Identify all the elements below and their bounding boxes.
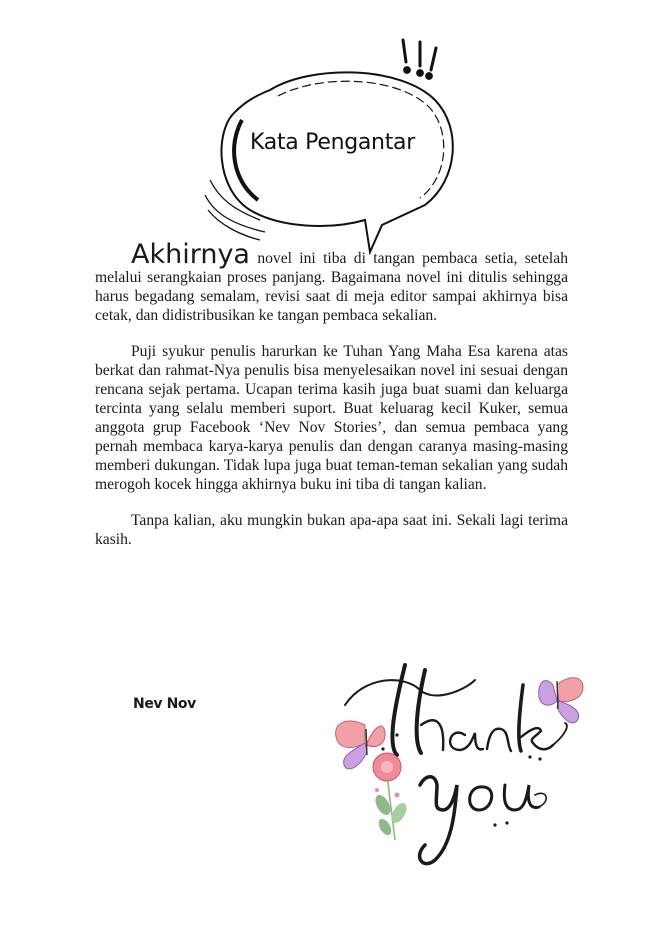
flower-icon — [372, 753, 409, 840]
exclamation-marks-icon — [403, 40, 436, 78]
paragraph-1-text: novel ini tiba di tangan pembaca setia, setelah melalui serangkaian proses panjang. Bagaimana novel ini ditulis sehingga harus begadang semalam, revisi saat di meja editor sampai akhirnya bisa cetak, dan didistribusikan ke tangan pembaca sekalian. — [95, 250, 568, 324]
body-text — [95, 239, 568, 566]
butterfly-icon — [539, 678, 583, 723]
paragraph-2: Puji syukur penulis harurkan ke Tuhan Yang Maha Esa karena atas berkat dan rahmat-Nya penulis bisa menyelesaikan novel ini sesuai dengan rencana sejak pertama. Ucapan terima kasih juga buat suami dan keluarga tercinta yang selalu memberi suport. Buat keluarag kecil Kuker, semua anggota grup Facebook ‘Nev Nov Stories’, dan semua pembaca yang pernah membaca karya-karya penulis dan dengan caranya masing-masing memberi dukungan. Tidak lupa juga buat teman-teman sekalian yang sudah merogoh kocek hingga akhirnya buku ini tiba di tangan kalian. — [95, 343, 568, 493]
paragraph-1 — [95, 239, 568, 325]
author-signature: Nev Nov — [133, 696, 196, 712]
lead-word: Akhirnya — [131, 239, 250, 270]
page-title: Kata Pengantar — [250, 130, 415, 155]
paragraph-3: Tanpa kalian, aku mungkin bukan apa-apa saat ini. Sekali lagi terima kasih. — [95, 512, 568, 548]
thank-you-illustration — [325, 645, 595, 875]
